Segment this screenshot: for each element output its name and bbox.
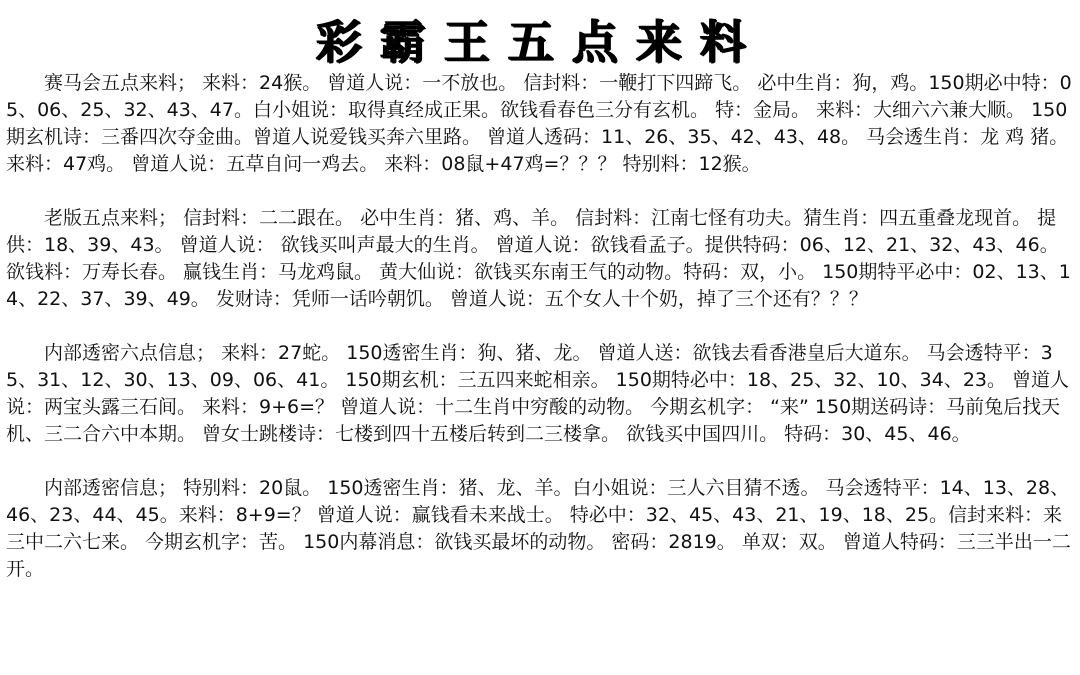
paragraph-3: 内部透密六点信息； 来料：27蛇。 150透密生肖：狗、猪、龙。 曾道人送：欲钱去看香港皇后大道东。 马会透特平：35、31、12、30、13、09、06、41。 150期玄机：三五四来蛇相亲。 150期特必中：18、25、32、10、34、23。 曾道人说：两宝头露三石间。 来料：9+6=？ 曾道人说：十二生肖中穷酸的动物。 今期玄机字： “来” 150期送码诗：马前兔后找天机、三二合六中本期。 曾女士跳楼诗：七楼到四十五楼后转到二三楼拿。 欲钱买中国四川。 特码：30、45、46。 — [6, 342, 1070, 445]
paragraph-4: 内部透密信息； 特别料：20鼠。 150透密生肖：猪、龙、羊。白小姐说：三人六目猜不透。 马会透特平：14、13、28、46、23、44、45。来料：8+9=？ 曾道人说：赢钱看未来战士。 特必中：32、45、43、21、19、18、25。信封来料：来三中二六七来。 今期玄机字：苦。 150内幕消息：欲钱买最坏的动物。 密码：2819。 单双：双。 曾道人特码：三三半出一二开。 — [6, 477, 1071, 580]
paragraph-1: 赛马会五点来料； 来料：24猴。 曾道人说：一不放也。 信封料：一鞭打下四蹄飞。 必中生肖：狗，鸡。150期必中特：05、06、25、32、43、47。白小姐说：取得真经成正果。欲钱看春色三分有玄机。 特：金局。 来料：大细六六兼大顺。 150期玄机诗：三番四次夺金曲。曾道人说爱钱买奔六里路。 曾道人透码：11、26、35、42、43、48。 马会透生肖：龙 鸡 猪。 来料：47鸡。 曾道人说：五草自问一鸡去。 来料：08鼠+47鸡=？？？ 特别料：12猴。 — [6, 72, 1072, 175]
page-title: 彩霸王五点来料 — [316, 15, 764, 69]
paragraph-gap — [6, 448, 1074, 475]
paragraph-gap — [6, 178, 1074, 205]
article-body — [6, 70, 1074, 583]
paragraph-2: 老版五点来料； 信封料：二二跟在。 必中生肖：猪、鸡、羊。 信封料：江南七怪有功夫。猜生肖：四五重叠龙现首。 提供：18、39、43。 曾道人说： 欲钱买叫声最大的生肖。 曾道人说：欲钱看孟子。提供特码：06、12、21、32、43、46。 欲钱料：万寿长春。 赢钱生肖：马龙鸡鼠。 黄大仙说：欲钱买东南王气的动物。特码：双，小。 150期特平必中：02、13、14、22、37、39、49。 发财诗：凭师一话吟朝饥。 曾道人说：五个女人十个奶，掉了三个还有？？？ — [6, 207, 1071, 310]
paragraph-gap — [6, 313, 1074, 340]
